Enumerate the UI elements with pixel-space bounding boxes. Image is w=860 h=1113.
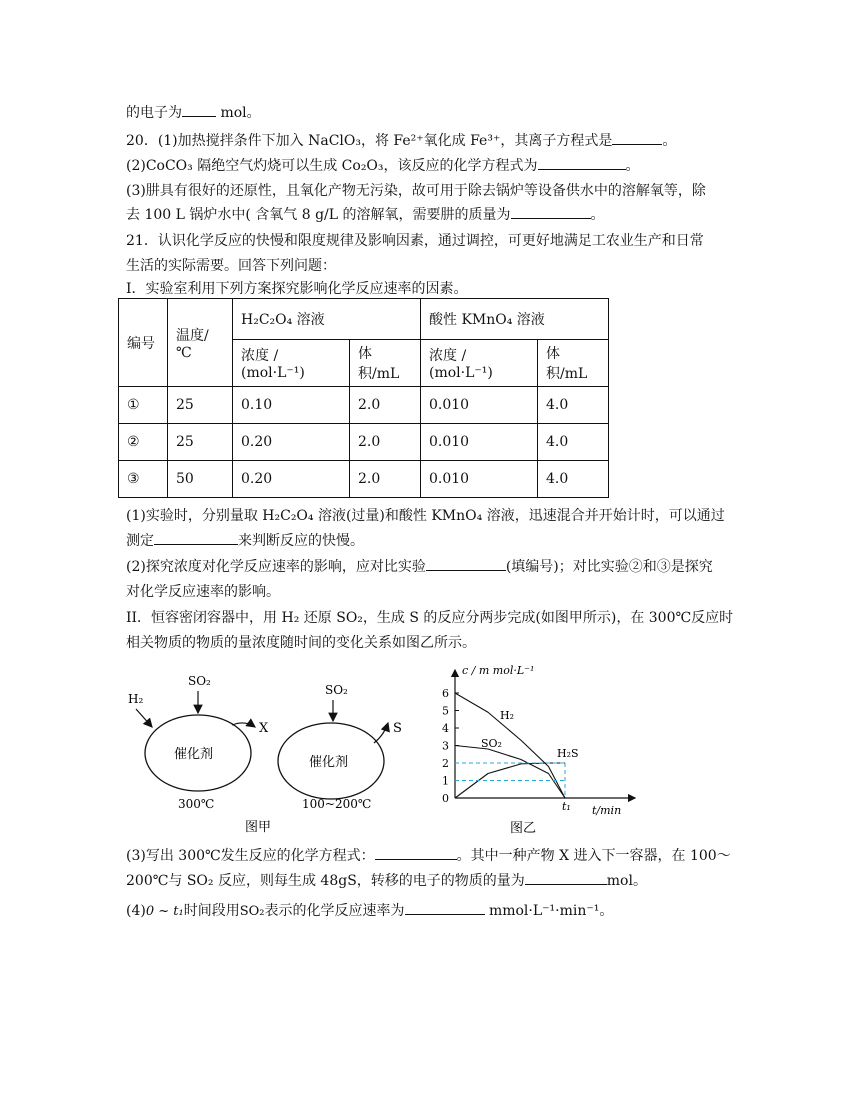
cell: 4.0 bbox=[538, 461, 609, 498]
text: (2)CoCO₃ 隔绝空气灼烧可以生成 Co₂O₃，该反应的化学方程式为 bbox=[126, 158, 538, 174]
text: (填编号)；对比实验②和③是探究 bbox=[505, 559, 713, 575]
arrow-h2 bbox=[136, 709, 152, 727]
y-axis-label: c / m mol·L⁻¹ bbox=[462, 664, 535, 677]
cell: 0.20 bbox=[233, 424, 350, 461]
figure-yi bbox=[430, 660, 640, 840]
part-ii-b: 相关物质的物质的量浓度随时间的变化关系如图乙所示。 bbox=[126, 635, 476, 651]
experiment-table bbox=[118, 298, 609, 498]
table-row bbox=[119, 424, 609, 461]
label-catalyst-1: 催化剂 bbox=[174, 747, 214, 762]
answer-blank bbox=[612, 130, 662, 145]
text: (3)写出 300℃发生反应的化学方程式： bbox=[126, 848, 375, 864]
q20-3: (3)肼具有很好的还原性，且氧化产物无污染，故可用于除去锅炉等设备供水中的溶解氧等，除 bbox=[126, 183, 706, 199]
answer-blank bbox=[182, 102, 216, 117]
cell: 4.0 bbox=[538, 424, 609, 461]
table-row bbox=[119, 387, 609, 424]
header-vol-2: 体积/mL bbox=[538, 340, 609, 387]
q21-3b bbox=[126, 870, 647, 890]
cell: 0.010 bbox=[421, 424, 538, 461]
q21: 21．认识化学反应的快慢和限度规律及影响因素，通过调控，可更好地满足工农业生产和日常 bbox=[126, 233, 704, 249]
t1-tick-label: t₁ bbox=[562, 800, 571, 813]
label-h2s-curve: H₂S bbox=[557, 747, 579, 760]
text: 。 bbox=[590, 207, 605, 223]
y-tick-label: 1 bbox=[442, 774, 449, 788]
text: mol。 bbox=[220, 105, 261, 121]
label-s: S bbox=[393, 721, 402, 736]
text: 。 bbox=[599, 903, 614, 919]
answer-blank bbox=[525, 870, 607, 885]
cell: 0.010 bbox=[421, 387, 538, 424]
text: 20．(1)加热搅拌条件下加入 NaClO₃，将 Fe²⁺氧化成 Fe³⁺，其离子方程式是 bbox=[126, 133, 613, 149]
part-ii: II．恒容密闭容器中，用 H₂ 还原 SO₂，生成 S 的反应分两步完成(如图甲所示)，在 300℃反应时 bbox=[126, 610, 734, 626]
q21-2b: 对化学反应速率的影响。 bbox=[126, 584, 280, 600]
y-tick-label: 3 bbox=[442, 739, 449, 753]
answer-blank bbox=[375, 845, 457, 860]
header-kmno4: 酸性 KMnO₄ 溶液 bbox=[421, 299, 609, 340]
text: 。其中一种产物 X 进入下一容器，在 100～ bbox=[456, 848, 731, 864]
cell: 2.0 bbox=[350, 387, 421, 424]
label-h2-curve: H₂ bbox=[500, 709, 515, 722]
cell: ② bbox=[119, 424, 168, 461]
label-so2-curve: SO₂ bbox=[481, 737, 502, 750]
q21-2 bbox=[126, 556, 713, 576]
text: SO₂ bbox=[239, 904, 265, 919]
series-line bbox=[455, 746, 565, 799]
q20-2 bbox=[126, 155, 640, 175]
text: 0 ~ t₁ bbox=[145, 904, 184, 919]
y-tick-label: 0 bbox=[442, 792, 449, 805]
cell: 50 bbox=[168, 461, 233, 498]
q20-1 bbox=[126, 130, 676, 150]
table-row bbox=[119, 461, 609, 498]
text: (4) bbox=[126, 903, 146, 919]
q21-4 bbox=[126, 900, 613, 920]
label-h2: H₂ bbox=[128, 692, 144, 706]
q20-3b bbox=[126, 204, 605, 224]
text: mmol·L⁻¹·min⁻¹ bbox=[488, 903, 600, 919]
text: 200℃与 SO₂ 反应，则每生成 48gS，转移的电子的物质的量为 bbox=[126, 873, 525, 889]
caption-jia: 图甲 bbox=[245, 820, 272, 835]
cell: ① bbox=[119, 387, 168, 424]
header-vol-1: 体积/mL bbox=[350, 340, 421, 387]
q21b: 生活的实际需要。回答下列问题： bbox=[126, 258, 336, 274]
q21-1b bbox=[126, 530, 364, 550]
cell: 25 bbox=[168, 387, 233, 424]
label-temp-2: 100~200℃ bbox=[302, 797, 372, 811]
text: 时间段用 bbox=[183, 903, 240, 919]
cell: 4.0 bbox=[538, 387, 609, 424]
header-h2c2o4: H₂C₂O₄ 溶液 bbox=[233, 299, 421, 340]
part-i: I．实验室利用下列方案探究影响化学反应速率的因素。 bbox=[126, 281, 468, 297]
cell: 0.20 bbox=[233, 461, 350, 498]
label-x: X bbox=[259, 721, 269, 736]
y-tick-label: 5 bbox=[442, 704, 449, 718]
answer-blank bbox=[154, 530, 238, 545]
y-tick-label: 6 bbox=[442, 687, 449, 700]
cell: 0.010 bbox=[421, 461, 538, 498]
text: 。 bbox=[625, 158, 640, 174]
text: mol。 bbox=[606, 873, 647, 889]
text: 测定 bbox=[126, 533, 154, 549]
cell: 2.0 bbox=[350, 424, 421, 461]
text: (2)探究浓度对化学反应速率的影响，应对比实验 bbox=[126, 559, 426, 575]
text: 。 bbox=[662, 133, 677, 149]
y-tick-label: 4 bbox=[442, 722, 449, 735]
cell: 2.0 bbox=[350, 461, 421, 498]
header-num: 编号 bbox=[119, 299, 168, 387]
cell: ③ bbox=[119, 461, 168, 498]
header-conc-1: 浓度 / (mol·L⁻¹) bbox=[233, 340, 350, 387]
header-conc-2: 浓度 / (mol·L⁻¹) bbox=[421, 340, 538, 387]
label-so2-b: SO₂ bbox=[325, 683, 348, 697]
text: 表示的化学反应速率为 bbox=[264, 903, 405, 919]
label-catalyst-2: 催化剂 bbox=[309, 755, 349, 770]
caption-yi: 图乙 bbox=[510, 821, 537, 836]
q21-1: (1)实验时，分别量取 H₂C₂O₄ 溶液(过量)和酸性 KMnO₄ 溶液，迅速混合并开始计时，可以通过 bbox=[126, 508, 725, 524]
text: 的电子为 bbox=[126, 105, 182, 121]
answer-blank bbox=[405, 900, 485, 915]
header-temp: 温度/℃ bbox=[168, 299, 233, 387]
answer-blank bbox=[426, 556, 506, 571]
text: 来判断反应的快慢。 bbox=[238, 533, 364, 549]
y-tick-label: 2 bbox=[442, 757, 449, 770]
line-1 bbox=[126, 102, 261, 122]
cell: 25 bbox=[168, 424, 233, 461]
text: 去 100 L 锅炉水中( 含氧气 8 g/L 的溶解氧，需要肼的质量为 bbox=[126, 207, 511, 223]
x-axis-label: t/min bbox=[592, 804, 622, 817]
cell: 0.10 bbox=[233, 387, 350, 424]
label-temp-1: 300℃ bbox=[178, 797, 215, 811]
label-so2-a: SO₂ bbox=[188, 674, 211, 688]
answer-blank bbox=[511, 204, 591, 219]
q21-3 bbox=[126, 845, 731, 865]
figure-jia bbox=[120, 665, 420, 840]
answer-blank bbox=[538, 155, 626, 170]
